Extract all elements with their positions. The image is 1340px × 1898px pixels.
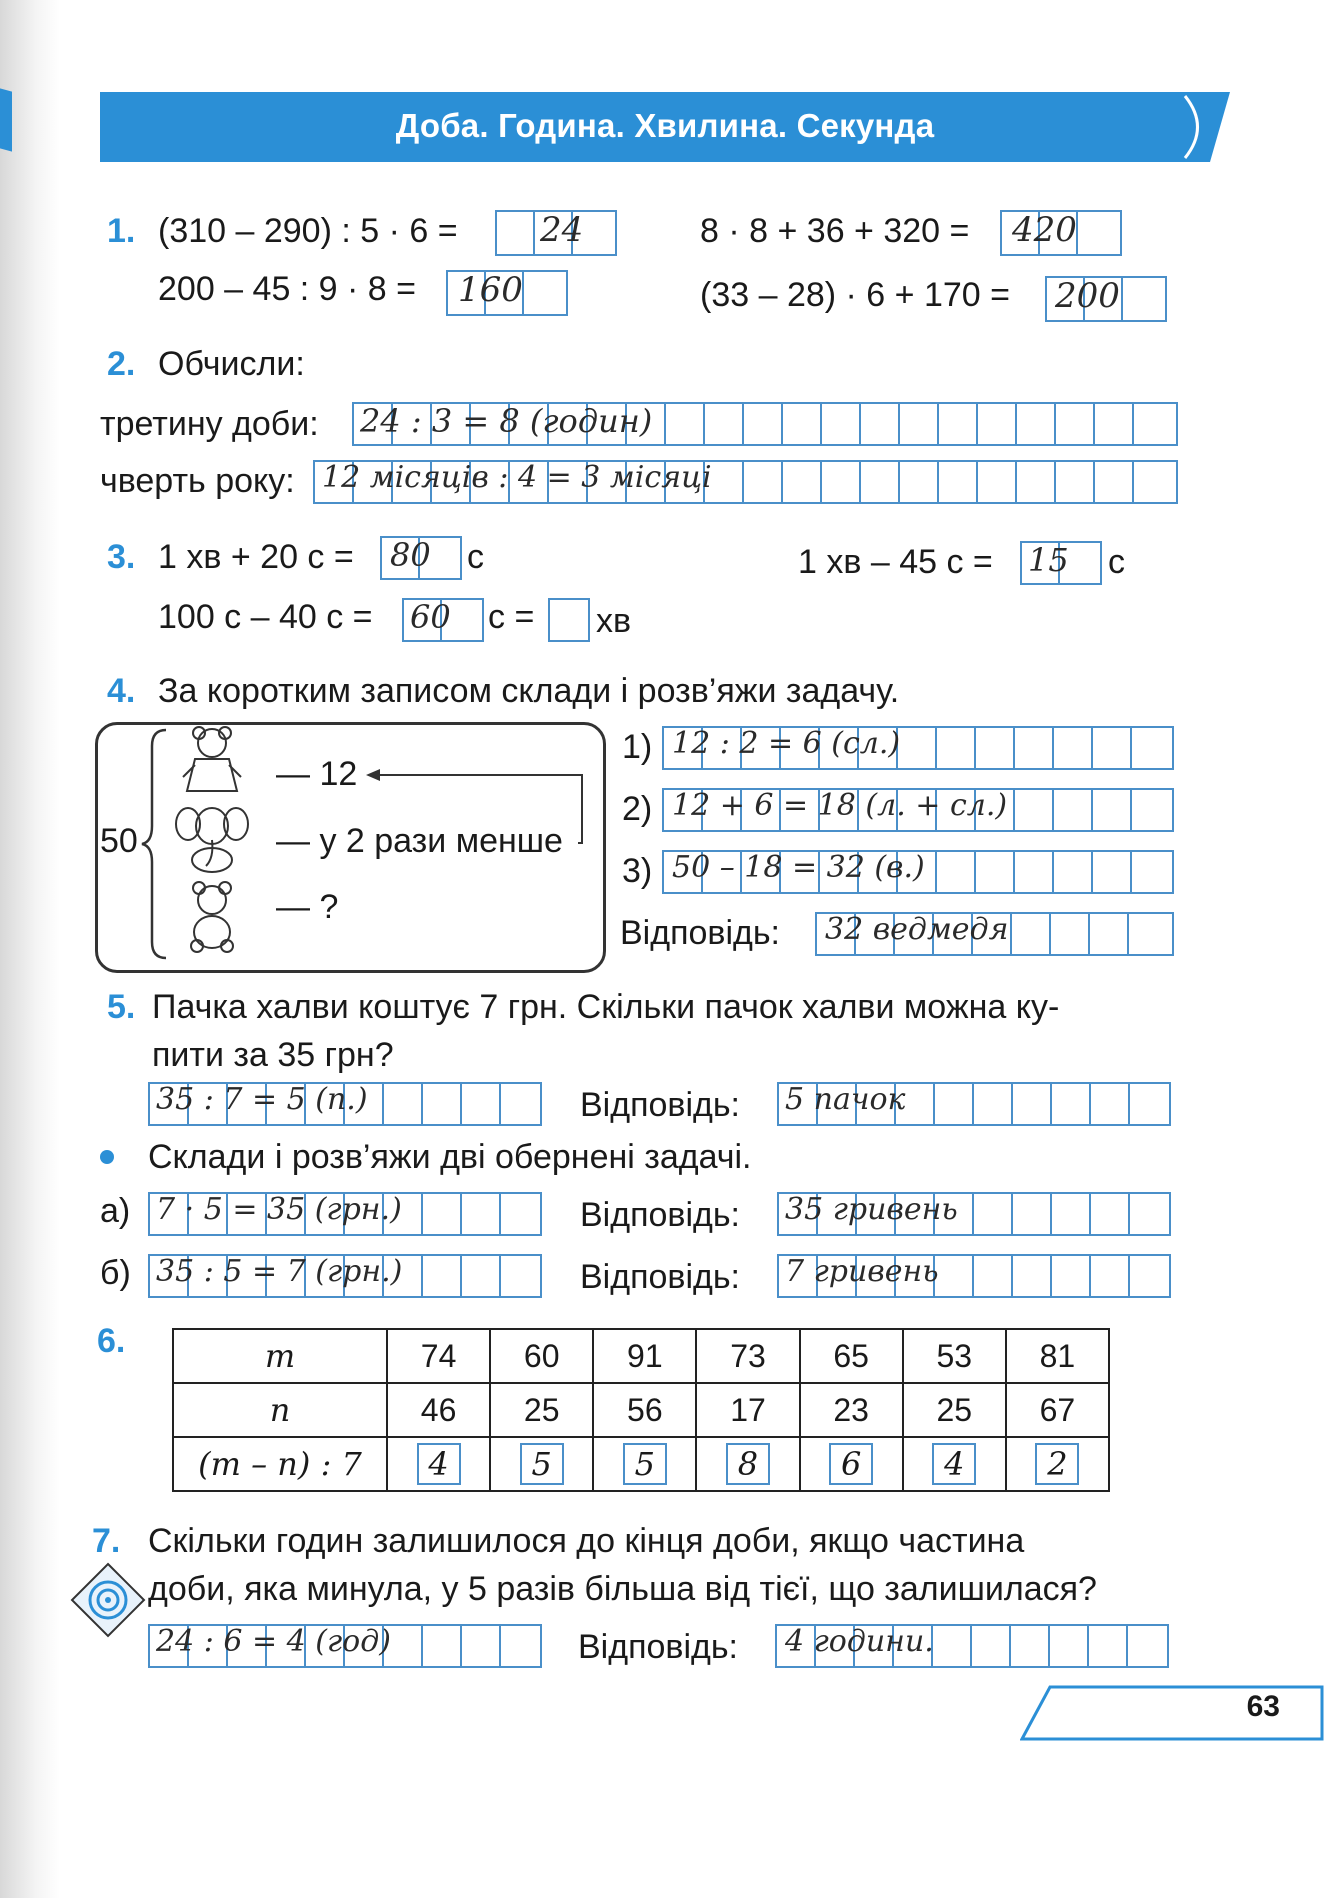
result-cell[interactable]: 8	[726, 1443, 770, 1485]
page-number: 63	[1246, 1690, 1280, 1723]
exercise-3-number: 3.	[107, 538, 136, 576]
ex3-answer-c2-box[interactable]	[548, 598, 590, 642]
result-cell[interactable]: 6	[829, 1443, 873, 1485]
ex7-text-line1: Скільки годин залишилося до кінця доби, якщо частина	[148, 1522, 1025, 1560]
ex4-comparison-arrow	[360, 765, 590, 845]
doll-icon	[175, 725, 250, 800]
ex3-expr-a: 1 хв + 20 с =	[158, 538, 354, 576]
edge-marker	[0, 88, 12, 151]
ex4-step1-label: 1)	[622, 728, 653, 766]
teddy-bear-icon	[175, 880, 250, 955]
n-value: 17	[696, 1383, 799, 1437]
result-cell[interactable]: 5	[520, 1443, 564, 1485]
ex4-brace-icon	[140, 726, 170, 962]
n-value: 67	[1006, 1383, 1109, 1437]
m-value: 65	[800, 1329, 903, 1383]
result-cell[interactable]: 4	[417, 1443, 461, 1485]
ex4-step2-label: 2)	[622, 790, 653, 828]
row-label-result: (m – n) : 7	[173, 1437, 387, 1491]
m-value: 60	[490, 1329, 593, 1383]
ex5-a-answer: 35 гривень	[785, 1192, 958, 1227]
ex1-answer-c: 160	[458, 270, 523, 310]
ex5-b-solution: 35 : 5 = 7 (грн.)	[156, 1254, 403, 1289]
n-value: 25	[903, 1383, 1006, 1437]
row-label-n: n	[173, 1383, 387, 1437]
ex4-step3-label: 3)	[622, 852, 653, 890]
result-cell[interactable]: 4	[932, 1443, 976, 1485]
ex5-answer: 5 пачок	[785, 1082, 906, 1117]
ex5-a-answer-label: Відповідь:	[580, 1196, 741, 1234]
exercise-5-number: 5.	[107, 988, 136, 1026]
ex3-mid-c: с =	[488, 598, 535, 636]
ex5-solution: 35 : 7 = 5 (п.)	[156, 1082, 368, 1117]
result-cell[interactable]: 2	[1035, 1443, 1079, 1485]
ex1-expr-d: (33 – 28) · 6 + 170 =	[700, 276, 1010, 314]
table-row-m	[173, 1329, 1109, 1383]
ex2-title: Обчисли:	[158, 345, 305, 383]
page-edge-shadow	[0, 0, 60, 1898]
table-row-n	[173, 1383, 1109, 1437]
n-value: 25	[490, 1383, 593, 1437]
elephant-icon	[170, 800, 255, 875]
ex7-text-line2: доби, яка минула, у 5 разів більша від тієї, що залишилася?	[148, 1570, 1097, 1608]
ex1-expr-b: 8 · 8 + 36 + 320 =	[700, 212, 970, 250]
ex3-answer-a: 80	[390, 536, 431, 574]
ex5-b-answer-label: Відповідь:	[580, 1258, 741, 1296]
n-value: 56	[593, 1383, 696, 1437]
ex4-answer-label: Відповідь:	[620, 914, 781, 952]
ex3-unit-c: хв	[596, 602, 632, 640]
m-value: 73	[696, 1329, 799, 1383]
ex2-row1-label: третину доби:	[100, 405, 319, 443]
ex4-answer: 32 ведмедя	[825, 912, 1009, 947]
ex1-answer-a: 24	[540, 210, 584, 250]
row-label-m: m	[173, 1329, 387, 1383]
ex4-line1: — 12	[276, 755, 358, 793]
exercise-6-number: 6.	[97, 1322, 126, 1360]
ex3-unit-b: с	[1108, 543, 1125, 581]
m-value: 91	[593, 1329, 696, 1383]
ex6-table	[172, 1328, 1110, 1492]
ex7-solution: 24 : 6 = 4 (год)	[156, 1624, 391, 1659]
ex4-line3: — ?	[276, 888, 339, 926]
ex1-answer-d: 200	[1055, 276, 1120, 316]
ex5-a-solution: 7 · 5 = 35 (грн.)	[156, 1192, 402, 1227]
ex3-unit-a: с	[467, 538, 484, 576]
ex1-expr-c: 200 – 45 : 9 · 8 =	[158, 270, 417, 308]
ex5-b-answer: 7 гривень	[785, 1254, 939, 1289]
ex3-expr-b: 1 хв – 45 с =	[798, 543, 993, 581]
m-value: 74	[387, 1329, 490, 1383]
ex4-step1: 12 : 2 = 6 (сл.)	[672, 726, 901, 761]
ex7-answer-label: Відповідь:	[578, 1628, 739, 1666]
ex4-step2: 12 + 6 = 18 (л. + сл.)	[672, 788, 1008, 823]
ex2-row2-answer: 12 місяців : 4 = 3 місяці	[322, 460, 712, 495]
bullet-icon	[100, 1150, 114, 1164]
m-value: 53	[903, 1329, 1006, 1383]
ex2-row1-answer: 24 : 3 = 8 (годин)	[360, 402, 653, 440]
n-value: 23	[800, 1383, 903, 1437]
ex4-total: 50	[100, 822, 138, 860]
ex5-text-line1: Пачка халви коштує 7 грн. Скільки пачок халви можна ку-	[152, 988, 1060, 1026]
ex3-answer-c: 60	[410, 598, 451, 636]
exercise-2-number: 2.	[107, 345, 136, 383]
ex4-title: За коротким записом склади і розв’яжи задачу.	[158, 672, 900, 710]
difficulty-diamond-icon	[70, 1562, 146, 1638]
ex1-expr-a: (310 – 290) : 5 · 6 =	[158, 212, 458, 250]
exercise-1-number: 1.	[107, 212, 136, 250]
ex1-answer-b: 420	[1012, 210, 1077, 250]
ex4-line2: — у 2 рази менше	[276, 822, 563, 860]
ex3-answer-b: 15	[1028, 541, 1069, 579]
m-value: 81	[1006, 1329, 1109, 1383]
table-row-result	[173, 1437, 1109, 1491]
ex7-answer: 4 години.	[785, 1624, 934, 1659]
ex5-a-label: а)	[100, 1192, 131, 1230]
ex4-step3: 50 – 18 = 32 (в.)	[672, 850, 925, 885]
n-value: 46	[387, 1383, 490, 1437]
page-title: Доба. Година. Хвилина. Секунда	[395, 107, 935, 144]
ex5-text-line2: пити за 35 грн?	[152, 1036, 394, 1074]
exercise-4-number: 4.	[107, 672, 136, 710]
ex5-bullet-text: Склади і розв’яжи дві обернені задачі.	[148, 1138, 752, 1176]
ex5-b-label: б)	[100, 1254, 131, 1292]
exercise-7-number: 7.	[92, 1522, 121, 1560]
ex3-expr-c: 100 с – 40 с =	[158, 598, 373, 636]
result-cell[interactable]: 5	[623, 1443, 667, 1485]
ex2-row2-label: чверть року:	[100, 462, 295, 500]
ex5-answer-label: Відповідь:	[580, 1086, 741, 1124]
